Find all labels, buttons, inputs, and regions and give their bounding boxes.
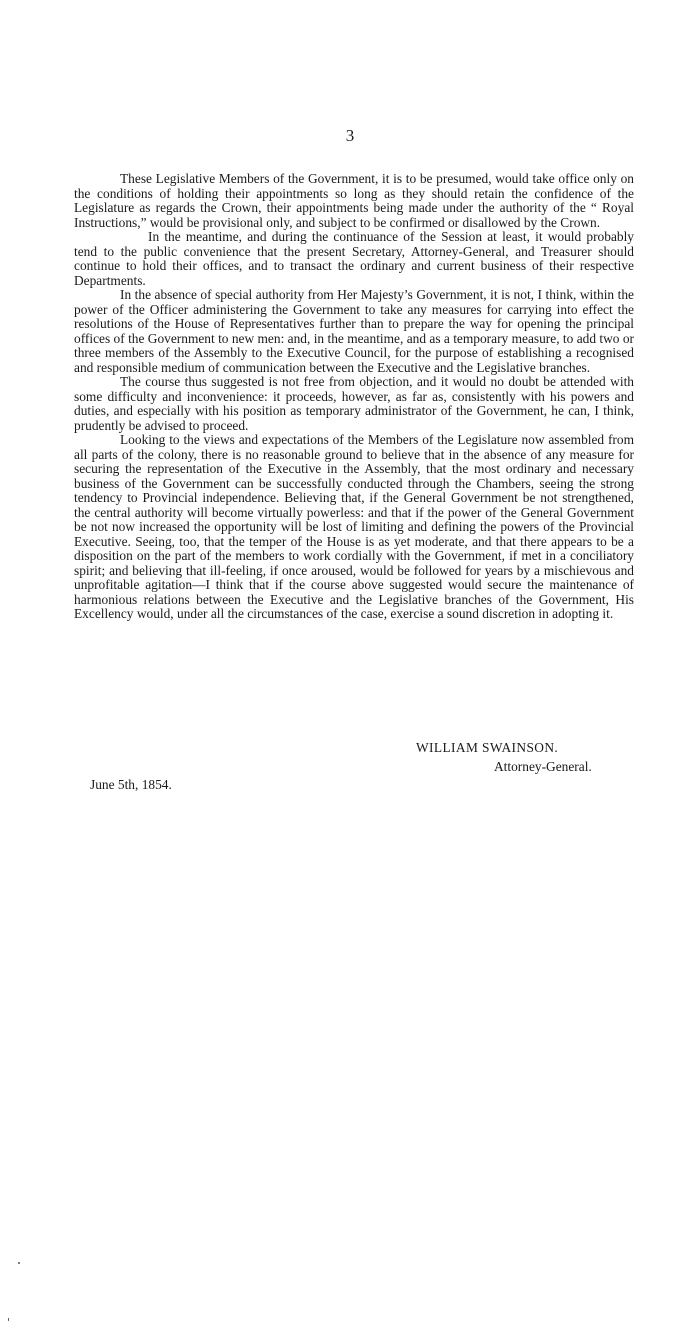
paragraph-2: In the meantime, and during the continuance of the Session at least, it would probably tend to the public convenience that the present Secretary, Attorney-General, and Treasurer should continue to hold their offices, and to transact the ordinary and current business of their respective Departments. [74, 229, 634, 288]
page-number: 3 [345, 126, 355, 145]
paper-speck [18, 1262, 20, 1264]
signature-name: WILLIAM SWAINSON. [416, 740, 559, 755]
paragraph-1: These Legislative Members of the Government, it is to be presumed, would take office only on the conditions of holding their appointments so long as they should retain the confidence of the Legislature as regards the Crown, their appointments being made under the authority of the “ Royal Instructions,” would be provisional only, and subject to be confirmed or disallowed by the Crown. [74, 171, 634, 230]
document-date: June 5th, 1854. [90, 777, 172, 792]
paragraph-5: Looking to the views and expectations of the Members of the Legislature now assembled from all parts of the colony, there is no reasonable ground to believe that in the absence of any measure for securing the representation of the Executive in the Assembly, that the most ordinary and necessary business of the Government can be successfully conducted through the Chambers, seeing the strong tendency to Provincial independence. Believing that, if the General Government be not strengthened, the central authority will become virtually powerless: and that if the power of the General Government be not now increased the opportunity will be lost of limiting and defining the powers of the Provincial Executive. Seeing, too, that the temper of the House is as yet moderate, and that there appears to be a disposition on the part of the members to work cordially with the Government, if met in a conciliatory spirit; and believing that ill-feeling, if once aroused, would be followed for years by a mischievous and unprofitable agitation—I think that if the course above suggested would secure the maintenance of harmonious relations between the Executive and the Legislative branches of the Government, His Excellency would, under all the circumstances of the case, exercise a sound discretion in adopting it. [74, 432, 634, 621]
paper-speck [8, 1318, 9, 1321]
paragraph-4: The course thus suggested is not free from objection, and it would no doubt be attended with some difficulty and inconvenience: it proceeds, however, as far as, consistently with his powers and duties, and especially with his position as temporary administrator of the Government, he can, I think, prudently be advised to proceed. [74, 374, 634, 433]
paragraph-3: In the absence of special authority from Her Majesty’s Government, it is not, I think, within the power of the Officer administering the Government to take any measures for carrying into effect the resolutions of the House of Representatives further than to prepare the way for opening the principal offices of the Government to new men: and, in the meantime, and as a temporary measure, to add two or three members of the Assembly to the Executive Council, for the purpose of establishing a recognised and responsible medium of communication between the Executive and the Legislative branches. [74, 287, 634, 375]
letter-body [74, 172, 634, 622]
signature-title: Attorney-General. [494, 759, 592, 774]
